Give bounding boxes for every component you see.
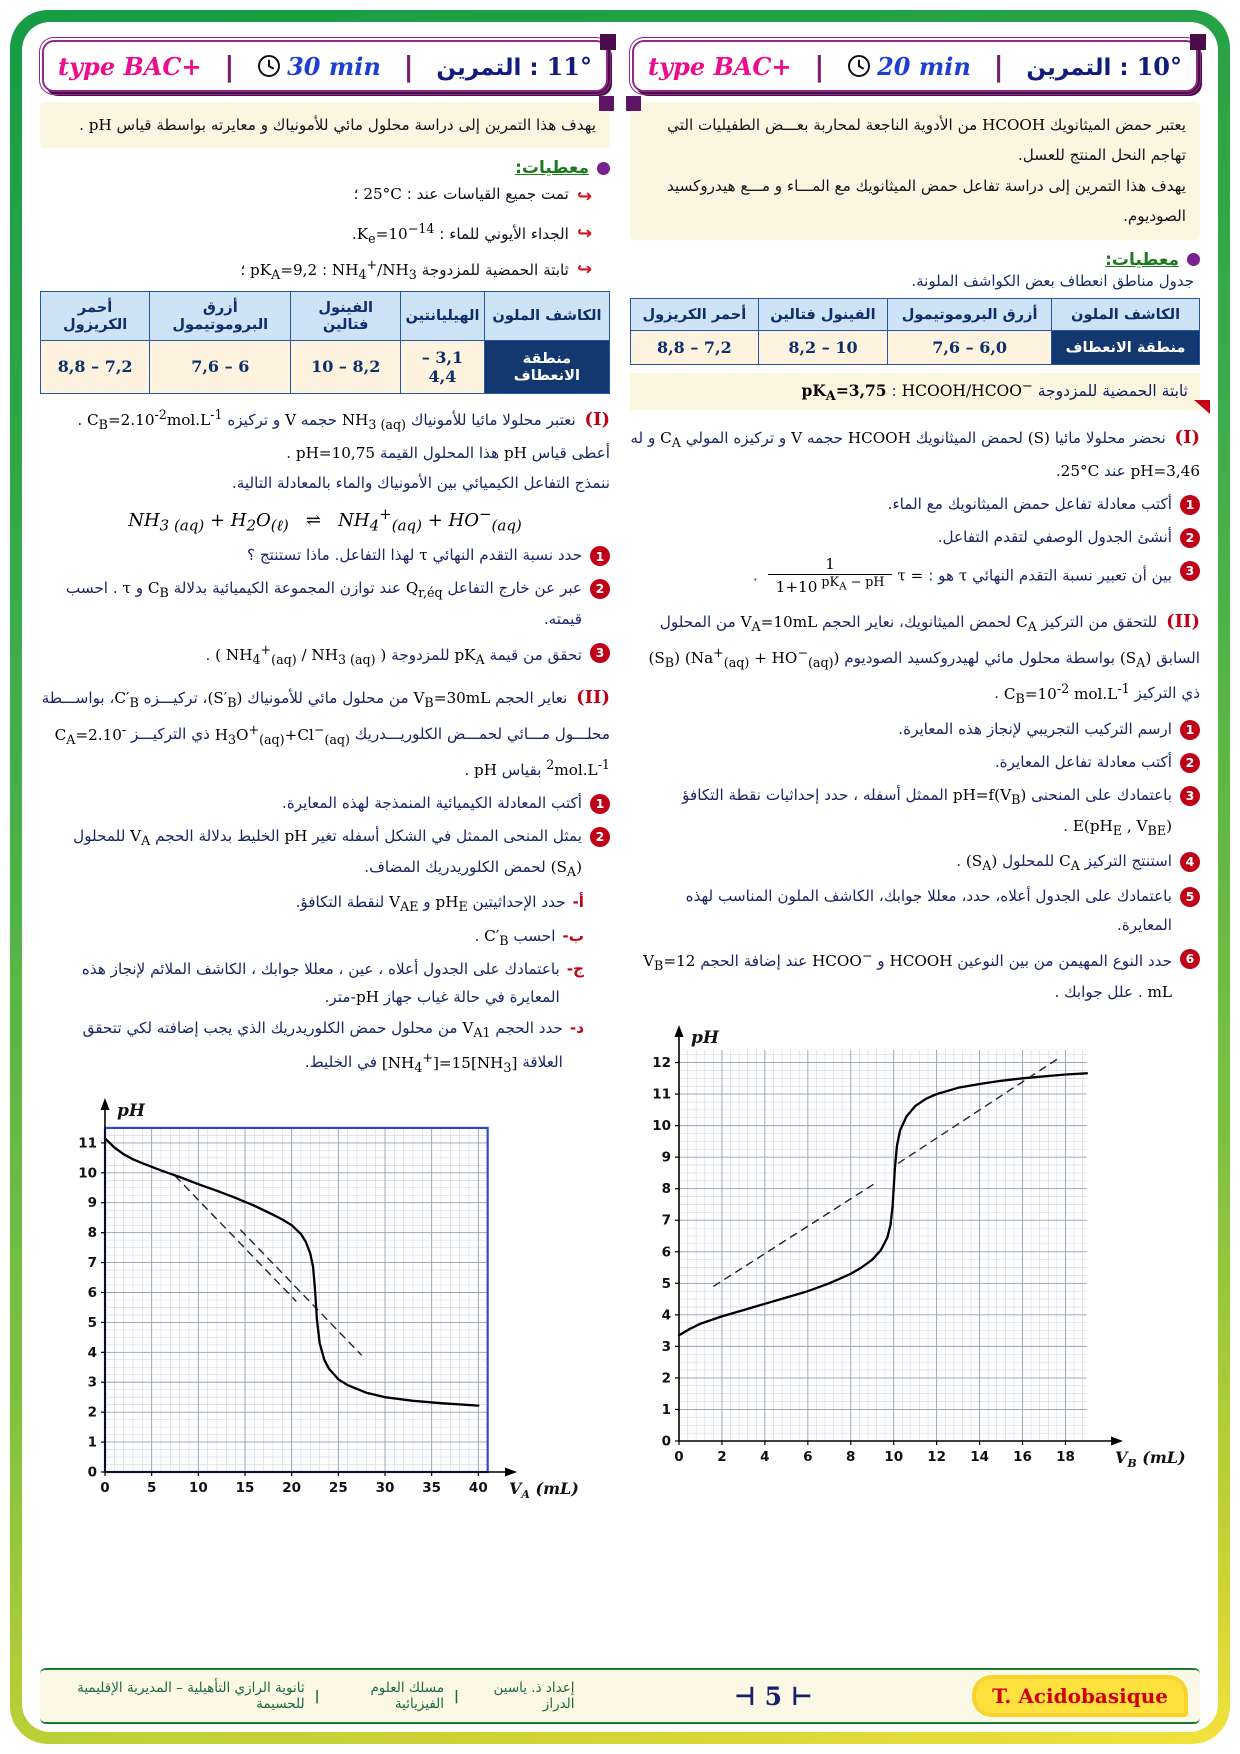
footer-divider: | [454,1688,459,1704]
svg-text:9: 9 [661,1149,671,1166]
svg-text:6: 6 [803,1448,813,1465]
question-text: حدد النوع المهيمن من بين النوعين HCOOH و HCOO− عند إضافة الحجم $V_B=12$ mL . علل جوابك . [643,947,1172,1001]
table-header-row [631,298,1200,330]
arrow-icon: ↩ [576,222,592,244]
value-cell: 10 – 8,2 [758,330,887,364]
question-text: عبر عن خارج التفاعل $Q_{r,éq}$ عند توازن المجموعة الكيميائية بدلالة $C_B$ و τ . احسب قيمته. [65,579,582,629]
worksheet [22,22,1218,1732]
sub-question-b [40,922,584,953]
svg-text:40: 40 [468,1479,488,1496]
header-separator: | [224,49,235,83]
question-number: 2 [590,579,610,599]
svg-text:8: 8 [661,1180,671,1197]
svg-text:16: 16 [1013,1448,1032,1465]
svg-text:10: 10 [652,1117,671,1134]
brand-type-bac-plus: type BAC+ [58,51,202,81]
question-text: باعتمادك على المنحنى $pH=f(V_B)$ الممثل أسفله ، حدد إحداثيات نقطة التكافؤ $E(pH_E$ , $V_{BE}$) . [682,785,1172,838]
header-separator: | [814,49,825,83]
svg-text:2: 2 [87,1404,97,1421]
svg-text:11: 11 [652,1086,671,1103]
question-number: 3 [1180,786,1200,806]
header-separator: | [403,49,414,83]
svg-text:4: 4 [661,1307,671,1324]
duration-text: 20 min [877,51,971,81]
svg-text:3: 3 [661,1338,671,1355]
svg-text:0: 0 [674,1448,684,1465]
duration [847,52,971,81]
value-cell: 7,2 – 8,8 [41,340,150,393]
table-caption: جدول مناطق انعطاف بعض الكواشف الملونة. [911,271,1194,290]
sub-question-text: حدد الحجم $V_{A1}$ من محلول حمض الكلوريدريك الذي يجب إضافته لكي تتحقق العلاقة $[NH_4^+]=15[NH_3]$ في الخليط. [82,1019,563,1075]
exercise-title [436,52,592,81]
sub-question-letter: أ- [572,893,584,912]
exercise-11-intro [40,102,610,148]
row-label-cell: منطقة الانعطاف [1052,330,1200,364]
clock-icon [257,54,281,78]
page-footer [40,1668,1200,1724]
question-number: 3 [590,643,610,663]
svg-text:20: 20 [282,1479,302,1496]
question-number: 6 [1180,949,1200,969]
svg-text:6: 6 [661,1243,671,1260]
bullet-icon [597,162,610,175]
exercise-title [1026,52,1182,81]
clock-icon [847,54,871,78]
ph-vs-vb-chart [637,1015,1193,1477]
exercise-number: 10° [1136,51,1182,81]
question-number: 1 [1180,495,1200,515]
svg-text:12: 12 [927,1448,947,1465]
svg-text:18: 18 [1056,1448,1075,1465]
question-1 [630,715,1200,744]
part-text: للتحقق من التركيز $C_A$ لحمض الميثانويك، نعاير الحجم $V_A=10mL$ من المحلول السابق $(S_A)$ بواسطة محلول مائي لهيدروكسيد الصوديوم $(Na^+_{(aq)} + HO^-_{(aq)})$ $(S_B)$ ذي التركيز $C_B=10^{-2}$ $mol.L^{-1}$ . [648,613,1200,706]
svg-text:6: 6 [87,1284,97,1301]
titration-curve-ex11 [40,1088,610,1512]
question-number: 3 [1180,561,1200,581]
question-text: ارسم التركيب التجريبي لإنجاز هذه المعايرة. [898,719,1172,738]
question-2 [630,748,1200,777]
question-2 [630,523,1200,552]
question-text: بين أن تعبير نسبة التقدم النهائي τ هو : τ = $\frac{1}{1+10 ^{pK_A - pH}}$ . [753,555,1172,596]
question-number: 1 [590,794,610,814]
sub-question-text: باعتمادك على الجدول أعلاه ، عين ، معللا جوابك ، الكاشف الملائم لإنجاز هذه المعايرة في حالة غياب جهاز pH-متر. [81,959,560,1007]
svg-text:VA (mL): $V_A$ (mL) [509,1478,579,1501]
sub-question-d [40,1014,584,1079]
brand-type-bac-plus: type BAC+ [648,51,792,81]
svg-text:8: 8 [846,1448,856,1465]
question-6 [630,944,1200,1007]
question-number: 2 [1180,528,1200,548]
value-cell: 8,2 – 10 [291,340,401,393]
svg-text:0: 0 [661,1433,671,1450]
svg-text:1: 1 [661,1401,671,1418]
svg-text:14: 14 [970,1448,989,1465]
header-separator: | [993,49,1004,83]
exercise-title-label: التمرين : [1026,54,1129,81]
row-label-cell: منطقة الانعطاف [484,340,609,393]
question-3 [630,556,1200,596]
svg-text:0: 0 [100,1479,110,1496]
header-cell: أزرق البروموتيمول [150,291,291,340]
svg-text:7: 7 [661,1212,671,1229]
svg-text:2: 2 [661,1370,671,1387]
page-frame [10,10,1230,1744]
svg-text:3: 3 [87,1374,97,1391]
sub-question-letter: ج- [566,959,584,978]
part-label: (I) [584,409,610,431]
svg-text:5: 5 [661,1275,671,1292]
table-header-row [41,291,610,340]
svg-text:5: 5 [87,1314,97,1331]
bullet-icon [1187,253,1200,266]
svg-text:15: 15 [235,1479,255,1496]
svg-text:7: 7 [87,1254,97,1271]
footer-divider: | [314,1688,320,1704]
data-item-text: الجداء الأيوني للماء : $K_e=10^{-14}$. [351,220,569,246]
question-text: أنشئ الجدول الوصفي لتقدم التفاعل. [937,528,1172,547]
svg-text:10: 10 [884,1448,904,1465]
question-number: 5 [1180,887,1200,907]
question-1 [40,541,610,570]
indicator-table-ex11 [40,291,610,394]
svg-text:10: 10 [188,1479,208,1496]
corner-triangle-decoration [1194,400,1210,414]
header-cell: الفينول فتالين [758,298,887,330]
sub-question-text: حدد الإحداثيتين $pH_E$ و $V_{AE}$ لنقطة التكافؤ. [295,893,566,915]
exercise-number: 11° [546,51,592,81]
svg-text:VB (mL): $V_B$ (mL) [1115,1447,1186,1470]
part-text: نحضر محلولا مائيا (S) لحمض الميثانويك HCOOH حجمه V و تركيزه المولي $C_A$ و له pH=3,46 عند 25°C. [630,428,1200,480]
topic-badge: T. Acidobasique [972,1675,1188,1717]
intro-text: يعتبر حمض الميثانويك HCOOH من الأدوية الناجعة لمحاربة بعـــض الطفيليات التي تهاجم النحل المنتج للعسل. يهدف هذا التمرين إلى دراسة تفاعل حمض الميثانويك مع المـــاء و مـــع هيدروكسيد الصوديوم. [667,116,1186,226]
data-section-heading [630,250,1200,270]
part-label: (II) [576,687,610,709]
svg-text:11: 11 [78,1134,97,1151]
header-cell: الكاشف الملون [484,291,609,340]
question-number: 1 [1180,720,1200,740]
question-text: تحقق من قيمة $pK_A$ للمزدوجة ( $NH_4^+_{(aq)} / NH_{3 (aq)}$ ) . [205,642,582,668]
question-text: استنتج التركيز $C_A$ للمحلول $(S_A)$ . [956,851,1172,873]
exercise-10-column [630,36,1200,1662]
svg-text:pH: pH [691,1027,719,1048]
table-row [631,330,1200,364]
svg-text:0: 0 [87,1464,97,1481]
svg-text:25: 25 [328,1479,348,1496]
header-cell: الكاشف الملون [1052,298,1200,330]
arrow-icon: ↩ [576,258,592,280]
sub-question-text: احسب $C'_B$ . [474,926,556,948]
two-column-layout [40,36,1200,1662]
page-number: ⊣ 5 ⊢ [733,1681,813,1711]
part-text: نعاير الحجم $V_B=30mL$ من محلول مائي للأمونياك $(S'_B)،$ تركيـــزه $C'_B،$ بواســـطة محلـــول مـــائي لحمـــض الكلوريـــدريك $H_3O^+_{(aq)}+Cl^-_{(aq)}$ ذي التركيـــز $C_A=2.10^{-2}mol.L^{-1}$ بقياس pH . [41,689,610,779]
header-cell: أزرق البروموتيمول [888,298,1052,330]
data-item-1 [40,180,592,214]
question-text: باعتمادك على الجدول أعلاه، حدد، معللا جوابك، الكاشف الملون المناسب لهذه المعايرة. [685,886,1172,934]
question-number: 2 [1180,753,1200,773]
data-item-text: تمت جميع القياسات عند : 25°C ؛ [353,185,569,204]
data-heading-text: معطيات: [1105,249,1179,270]
svg-text:5: 5 [146,1479,157,1496]
part-label: (II) [1166,611,1200,633]
svg-text:9: 9 [87,1194,97,1211]
svg-text:30: 30 [375,1479,395,1496]
sub-question-letter: د- [569,1019,584,1038]
ph-vs-va-chart [63,1088,587,1508]
exercise-11-header [42,40,608,92]
data-item-2 [40,217,592,251]
question-3 [630,781,1200,843]
titration-curve-ex10 [630,1015,1200,1481]
question-number: 2 [590,827,610,847]
duration [257,52,381,81]
svg-text:1: 1 [87,1434,97,1451]
question-5 [630,882,1200,940]
question-3 [40,638,610,672]
footer-author: إعداد ذ. ياسين الدراز [493,1680,575,1712]
footer-credits [52,1680,575,1712]
sub-question-letter: ب- [562,926,584,945]
indicator-table-ex10 [630,298,1200,365]
footer-school: ثانوية الرازي التأهيلية – المديرية الإقليمية للحسيمة [77,1680,305,1712]
chemical-equation: $NH_{3 (aq)} + H_2O_{(\ell)}$ ⇌ $NH_4^+_{(aq)} + HO^-_{(aq)}$ [128,504,522,535]
exercise-11-column [40,36,610,1662]
question-2 [40,822,610,884]
question-text: حدد نسبة التقدم النهائي τ لهذا التفاعل. ماذا تستنتج ؟ [246,546,582,565]
svg-text:2: 2 [717,1448,727,1465]
question-1 [630,490,1200,519]
question-number: 4 [1180,852,1200,872]
data-item-text: ثابتة الحمضية للمزدوجة $NH_4^+/NH_3$ : $pK_A=9,2$ ؛ [240,256,569,282]
duration-text: 30 min [287,51,381,81]
header-cell: أحمر الكريزول [41,291,150,340]
arrow-icon: ↩ [576,186,592,208]
part-I [630,420,1200,486]
exercise-10-header [632,40,1198,92]
header-cell: أحمر الكريزول [631,298,759,330]
part-label: (I) [1174,426,1200,448]
svg-text:4: 4 [87,1344,97,1361]
exercise-10-intro [630,102,1200,240]
table-row [41,340,610,393]
intro-text: يهدف هذا التمرين إلى دراسة محلول مائي للأمونياك و معايرته بواسطة قياس pH . [79,116,596,134]
part-II [630,604,1200,711]
value-cell: 6 – 7,6 [150,340,291,393]
question-text: أكتب معادلة تفاعل المعايرة. [994,752,1172,771]
part-text: نعتبر محلولا مائيا للأمونياك $NH_{3 (aq)}$ حجمه V و تركيزه $C_B=2.10^{-2}mol.L^{-1}$ . أعطى قياس pH هذا المحلول القيمة pH=10,75 . ننمذج التفاعل الكيميائي بين الأمونياك والماء بالمعادلة التالية. [77,406,610,493]
data-section-heading [40,158,610,178]
exercise-title-label: التمرين : [436,54,539,81]
svg-text:pH: pH [117,1100,145,1121]
pka-note [630,373,1200,410]
header-cell: الفينول فتالين [291,291,401,340]
svg-text:35: 35 [422,1479,442,1496]
question-4 [630,847,1200,878]
data-heading-text: معطيات: [515,158,589,179]
value-cell: 6,0 – 7,6 [888,330,1052,364]
value-cell: 3,1 – 4,4 [401,340,485,393]
part-I [40,402,610,499]
part-II [40,680,610,785]
data-item-3 [40,253,592,287]
question-2 [40,574,610,634]
svg-text:4: 4 [760,1448,770,1465]
question-text: يمثل المنحى الممثل في الشكل أسفله تغير pH الخليط بدلالة الحجم $V_A$ للمحلول $(S_A)$ لحمض الكلوريدريك المضاف. [73,827,582,880]
svg-text:10: 10 [78,1164,97,1181]
header-cell: الهيليانتين [401,291,485,340]
question-text: أكتب المعادلة الكيميائية المنمذجة لهذه المعايرة. [282,794,582,813]
svg-text:8: 8 [87,1224,97,1241]
svg-text:12: 12 [652,1054,671,1071]
question-text: أكتب معادلة تفاعل حمض الميثانويك مع الماء. [887,495,1172,514]
sub-question-c [40,955,584,1013]
question-number: 1 [590,546,610,566]
footer-track: مسلك العلوم الفيزيائية [370,1680,445,1712]
pka-text: ثابتة الحمضية للمزدوجة HCOOH/HCOO− : $pK_A=3,75$ [801,378,1188,404]
sub-question-a [40,888,584,919]
value-cell: 7,2 – 8,8 [631,330,759,364]
question-1 [40,789,610,818]
